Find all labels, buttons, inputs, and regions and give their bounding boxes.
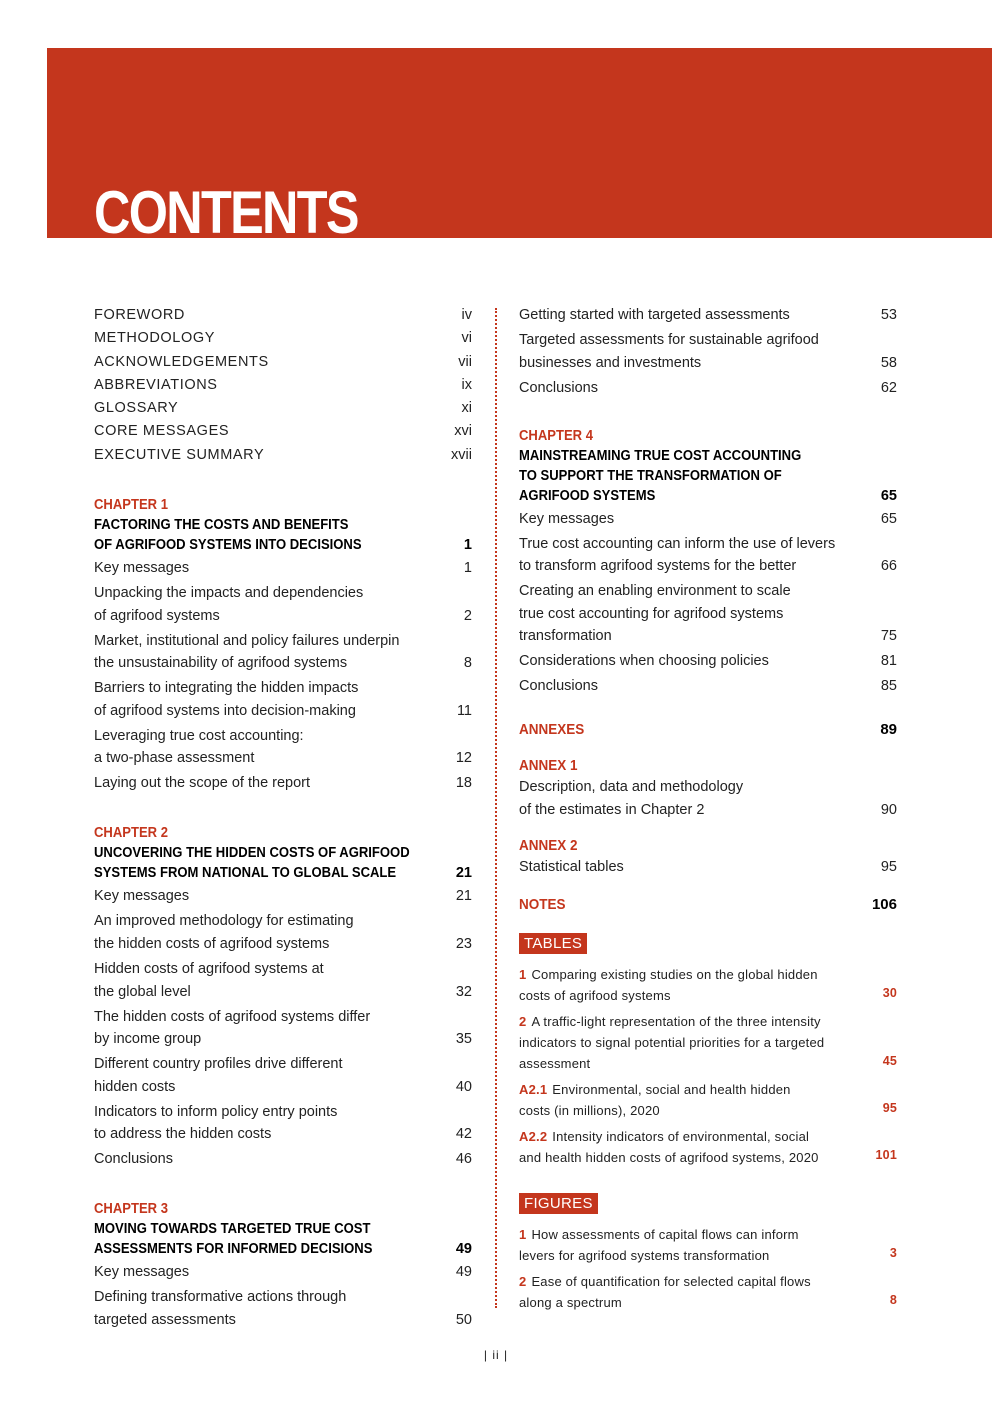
entry-page: 23 [455, 935, 472, 952]
figure-caption: Ease of quantification for selected capital flows along a spectrum [519, 1273, 811, 1310]
entry-text: Getting started with targeted assessments [519, 307, 790, 323]
figure-number: 2 [519, 1273, 527, 1289]
entry-label: ABBREVIATIONS [94, 376, 218, 393]
entry-text: True cost accounting can inform the use of levers to transform agrifood systems for the better [519, 535, 836, 575]
chapter-4-title: MAINSTREAMING TRUE COST ACCOUNTING TO SUPPORT THE TRANSFORMATION OF AGRIFOOD SYSTEMS [519, 447, 802, 504]
table-caption: Environmental, social and health hidden costs (in millions), 2020 [519, 1081, 791, 1118]
table-entry[interactable] [519, 964, 897, 1006]
figure-number: 1 [519, 1226, 527, 1242]
entry-text: Key messages [94, 888, 190, 905]
entry-page: 1 [463, 560, 472, 577]
entry-page: 85 [880, 678, 897, 695]
table-number: 1 [519, 966, 527, 982]
entry-text: An improved methodology for estimating the hidden costs of agrifood systems [94, 913, 354, 952]
entry-page: xvi [454, 423, 472, 440]
column-divider [495, 308, 497, 1308]
entry-page: 2 [463, 607, 472, 624]
table-entry[interactable] [519, 1011, 897, 1074]
table-page: 95 [882, 1100, 897, 1115]
front-matter-entry[interactable] [94, 351, 472, 374]
table-entry-text [519, 1079, 791, 1121]
entry-page: iv [461, 307, 472, 323]
entry-label: METHODOLOGY [94, 330, 215, 347]
toc-entry[interactable] [519, 533, 897, 578]
annex-2-page: 95 [880, 858, 897, 875]
toc-entry[interactable] [94, 958, 472, 1003]
entry-page: 18 [455, 775, 472, 792]
front-matter-entry[interactable] [94, 304, 472, 327]
entry-page: 8 [463, 655, 472, 672]
notes-label: NOTES [519, 895, 566, 913]
entry-text: Defining transformative actions through targeted assessments [94, 1289, 347, 1328]
chapter-4-items [519, 508, 897, 698]
table-number: A2.1 [519, 1081, 548, 1097]
table-caption: Comparing existing studies on the global hidden costs of agrifood systems [519, 966, 818, 1003]
entry-text: Key messages [519, 510, 615, 527]
toc-entry[interactable] [94, 1261, 472, 1284]
toc-entry[interactable] [94, 910, 472, 955]
toc-entry[interactable] [94, 1053, 472, 1098]
toc-right-column [519, 304, 897, 1318]
front-matter-entry[interactable] [94, 374, 472, 397]
entry-page: 50 [455, 1311, 472, 1328]
toc-entry[interactable] [94, 677, 472, 722]
toc-entry[interactable] [94, 1148, 472, 1171]
figure-page: 8 [889, 1292, 897, 1307]
chapter-3-items-continued [519, 304, 897, 399]
entry-text: Unpacking the impacts and dependencies of agrifood systems [94, 585, 364, 624]
notes-entry[interactable] [519, 895, 897, 915]
chapter-1-title: FACTORING THE COSTS AND BENEFITS OF AGRIFOOD SYSTEMS INTO DECISIONS [94, 517, 362, 554]
chapter-3-title: MOVING TOWARDS TARGETED TRUE COST ASSESSMENTS FOR INFORMED DECISIONS [94, 1221, 373, 1258]
front-matter-list [94, 304, 472, 467]
tables-list [519, 964, 897, 1168]
tables-heading: TABLES [519, 933, 587, 954]
front-matter-entry[interactable] [94, 327, 472, 350]
chapter-3-items [94, 1261, 472, 1331]
chapter-4-page: 65 [880, 487, 897, 504]
toc-entry[interactable] [519, 377, 897, 400]
entry-label: GLOSSARY [94, 400, 179, 417]
entry-page: 75 [880, 628, 897, 645]
table-page: 30 [882, 985, 897, 1000]
toc-entry[interactable] [94, 772, 472, 795]
entry-page: 21 [455, 888, 472, 905]
figure-entry[interactable] [519, 1224, 897, 1266]
annex-2-heading [519, 836, 897, 856]
entry-text: Creating an enabling environment to scale true cost accounting for agrifood systems transformation [519, 583, 791, 645]
entry-text: Considerations when choosing policies [519, 653, 769, 670]
entry-label: EXECUTIVE SUMMARY [94, 446, 265, 463]
entry-text: Conclusions [519, 379, 598, 396]
page-number: | ii | [483, 1348, 509, 1362]
table-entry-text [519, 1126, 819, 1168]
entry-text: Leveraging true cost accounting: a two-phase assessment [94, 727, 304, 767]
toc-entry[interactable] [94, 1101, 472, 1146]
table-entry[interactable] [519, 1079, 897, 1121]
toc-entry[interactable] [519, 675, 897, 698]
toc-entry[interactable] [519, 508, 897, 531]
toc-entry[interactable] [519, 650, 897, 673]
chapter-2-page: 21 [455, 865, 472, 882]
toc-entry[interactable] [94, 885, 472, 908]
entry-label: CORE MESSAGES [94, 423, 230, 440]
toc-entry[interactable] [94, 630, 472, 675]
chapter-2-title: UNCOVERING THE HIDDEN COSTS OF AGRIFOOD SYSTEMS FROM NATIONAL TO GLOBAL SCALE [94, 845, 410, 882]
chapter-2-label: CHAPTER 2 [94, 825, 168, 842]
figures-list [519, 1224, 897, 1313]
annexes-entry[interactable] [519, 720, 897, 740]
chapter-3-heading[interactable] [94, 1219, 472, 1259]
entry-page: 81 [880, 653, 897, 670]
annex-1-page: 90 [880, 801, 897, 818]
entry-page: 49 [455, 1264, 472, 1281]
toc-left-column [94, 304, 472, 1334]
toc-entry[interactable] [94, 1006, 472, 1051]
annex-2-label: ANNEX 2 [519, 836, 578, 854]
entry-page: xi [461, 400, 472, 417]
table-entry-text [519, 1011, 824, 1074]
annexes-page: 89 [880, 721, 897, 739]
page-title: CONTENTS [94, 179, 358, 246]
chapter-4-label: CHAPTER 4 [519, 427, 593, 444]
entry-page: 53 [880, 307, 897, 323]
entry-text: Different country profiles drive different hidden costs [94, 1056, 343, 1095]
entry-page: 32 [455, 983, 472, 1000]
front-matter-entry[interactable] [94, 420, 472, 443]
entry-page: 40 [455, 1078, 472, 1095]
figure-page: 3 [889, 1245, 897, 1260]
entry-text: Targeted assessments for sustainable agrifood businesses and investments [519, 331, 819, 371]
figures-heading: FIGURES [519, 1193, 598, 1214]
chapter-3-page: 49 [455, 1241, 472, 1258]
toc-entry[interactable] [519, 580, 897, 648]
annex-1-text: Description, data and methodology of the estimates in Chapter 2 [519, 779, 744, 818]
entry-text: Market, institutional and policy failures underpin the unsustainability of agrifood systems [94, 632, 400, 672]
front-matter-entry[interactable] [94, 397, 472, 420]
chapter-2-heading[interactable] [94, 843, 472, 883]
chapter-1-items [94, 557, 472, 795]
table-caption: A traffic-light representation of the three intensity indicators to signal potential priorities for a targeted assessment [519, 1013, 825, 1071]
entry-page: 66 [880, 558, 897, 575]
table-entry-text [519, 964, 818, 1006]
annexes-label: ANNEXES [519, 721, 585, 739]
entry-page: 42 [455, 1126, 472, 1143]
chapter-1-label: CHAPTER 1 [94, 497, 168, 514]
chapter-4-heading[interactable] [519, 446, 897, 506]
entry-text: Key messages [94, 560, 190, 577]
toc-entry[interactable] [94, 725, 472, 770]
table-number: A2.2 [519, 1128, 548, 1144]
toc-entry[interactable] [519, 304, 897, 327]
front-matter-entry[interactable] [94, 444, 472, 467]
chapter-1-page: 1 [463, 537, 472, 554]
entry-text: Laying out the scope of the report [94, 775, 311, 792]
entry-page: 65 [880, 510, 897, 527]
entry-page: 35 [455, 1031, 472, 1048]
entry-label: FOREWORD [94, 307, 185, 323]
annex-1-entry[interactable] [519, 776, 897, 821]
table-number: 2 [519, 1013, 527, 1029]
entry-page: 46 [455, 1151, 472, 1168]
figure-entry-text [519, 1224, 799, 1266]
notes-page: 106 [871, 895, 897, 913]
chapter-3-label: CHAPTER 3 [94, 1201, 168, 1218]
table-page: 101 [875, 1147, 897, 1162]
entry-page: 11 [456, 702, 472, 719]
annex-1-label: ANNEX 1 [519, 757, 578, 775]
entry-text: Key messages [94, 1264, 190, 1281]
entry-label: ACKNOWLEDGEMENTS [94, 353, 269, 370]
annex-2-entry[interactable] [519, 856, 897, 879]
entry-text: Indicators to inform policy entry points to address the hidden costs [94, 1103, 338, 1143]
entry-page: vi [461, 330, 472, 347]
entry-page: 58 [880, 354, 897, 371]
toc-entry[interactable] [519, 329, 897, 374]
entry-text: The hidden costs of agrifood systems differ by income group [94, 1008, 371, 1048]
annex-2-text: Statistical tables [519, 858, 624, 875]
toc-entry[interactable] [94, 557, 472, 580]
entry-page: 12 [455, 750, 472, 767]
entry-page: 62 [880, 379, 897, 396]
table-caption: Intensity indicators of environmental, social and health hidden costs of agrifood systems, 2020 [519, 1128, 819, 1165]
figure-entry-text [519, 1271, 811, 1313]
table-page: 45 [882, 1053, 897, 1068]
entry-text: Barriers to integrating the hidden impacts of agrifood systems into decision-making [94, 680, 359, 719]
toc-entry[interactable] [94, 1286, 472, 1331]
entry-text: Hidden costs of agrifood systems at the global level [94, 960, 324, 1000]
table-entry[interactable] [519, 1126, 897, 1168]
entry-text: Conclusions [94, 1151, 173, 1168]
toc-entry[interactable] [94, 582, 472, 627]
figure-entry[interactable] [519, 1271, 897, 1313]
chapter-2-items [94, 885, 472, 1170]
entry-page: xvii [451, 446, 472, 463]
figure-caption: How assessments of capital flows can inform levers for agrifood systems transformation [519, 1226, 799, 1263]
entry-page: vii [458, 353, 472, 370]
entry-text: Conclusions [519, 678, 598, 695]
entry-page: ix [461, 376, 472, 393]
chapter-1-heading[interactable] [94, 515, 472, 555]
annex-1-heading [519, 756, 897, 776]
